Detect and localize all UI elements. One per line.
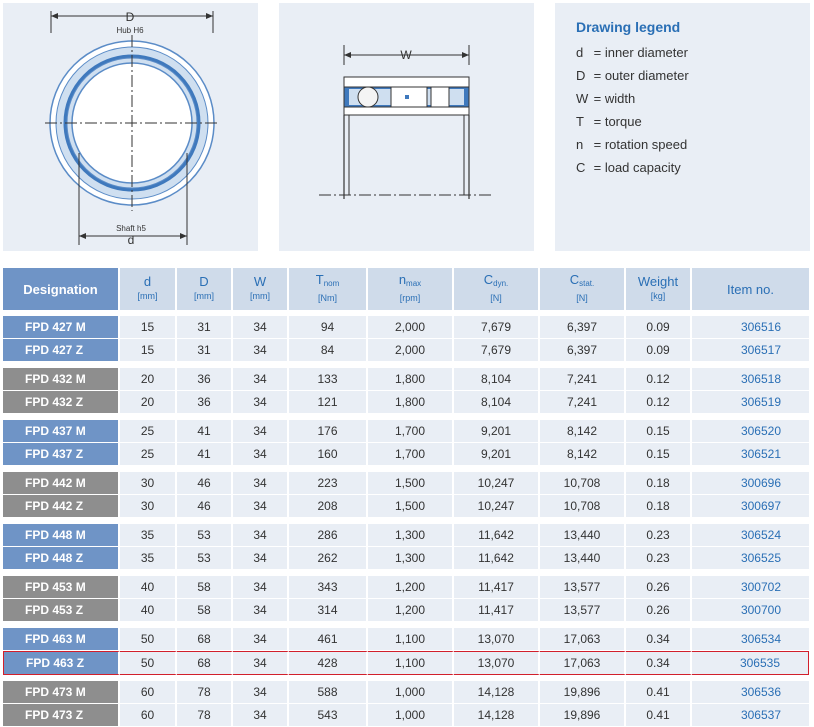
legend-item bbox=[576, 68, 689, 91]
cell-d: 35 bbox=[120, 524, 177, 547]
legend-item bbox=[576, 45, 689, 68]
cell-n: 2,000 bbox=[368, 339, 454, 362]
cell-weight: 0.41 bbox=[626, 704, 692, 727]
header-unit: [rpm] bbox=[399, 293, 421, 303]
designation-cell: FPD 437 Z bbox=[3, 443, 120, 466]
header-unit: [N] bbox=[576, 293, 588, 303]
item-number-link[interactable]: 306536 bbox=[692, 681, 809, 704]
cell-w: 34 bbox=[233, 547, 289, 570]
table-row[interactable] bbox=[3, 368, 809, 391]
item-number-link[interactable]: 300700 bbox=[692, 599, 809, 622]
cell-w: 34 bbox=[233, 524, 289, 547]
cell-cdyn: 11,642 bbox=[454, 547, 540, 570]
cell-d: 60 bbox=[120, 681, 177, 704]
cell-cdyn: 7,679 bbox=[454, 316, 540, 339]
header-sub: dyn. bbox=[493, 279, 509, 288]
cell-weight: 0.09 bbox=[626, 316, 692, 339]
cell-cstat: 8,142 bbox=[540, 443, 626, 466]
cell-cstat: 17,063 bbox=[540, 628, 626, 651]
legend-text: = rotation speed bbox=[593, 137, 688, 152]
legend-text: = inner diameter bbox=[593, 45, 688, 60]
drawing-legend bbox=[555, 3, 810, 251]
cell-weight: 0.26 bbox=[626, 576, 692, 599]
label-hub: Hub H6 bbox=[116, 26, 144, 35]
legend-symbol: C bbox=[576, 160, 586, 175]
cell-d: 68 bbox=[177, 651, 233, 675]
cell-w: 34 bbox=[233, 599, 289, 622]
item-number-link[interactable]: 306525 bbox=[692, 547, 809, 570]
cell-d: 20 bbox=[120, 368, 177, 391]
table-header-row bbox=[3, 268, 809, 316]
item-number-link[interactable]: 306516 bbox=[692, 316, 809, 339]
cell-weight: 0.15 bbox=[626, 443, 692, 466]
designation-cell: FPD 427 Z bbox=[3, 339, 120, 362]
legend-item bbox=[576, 160, 689, 183]
cell-n: 1,300 bbox=[368, 547, 454, 570]
designation-cell: FPD 448 M bbox=[3, 524, 120, 547]
legend-text: = outer diameter bbox=[593, 68, 689, 83]
cell-w: 34 bbox=[233, 576, 289, 599]
table-row[interactable] bbox=[3, 443, 809, 466]
cell-d: 41 bbox=[177, 443, 233, 466]
label-W: W bbox=[400, 48, 412, 62]
cell-t: 121 bbox=[289, 391, 368, 414]
front-view-drawing bbox=[3, 3, 258, 251]
header-unit: [N] bbox=[490, 293, 502, 303]
col-header-item: Item no. bbox=[692, 268, 809, 316]
cell-weight: 0.18 bbox=[626, 495, 692, 518]
cell-w: 34 bbox=[233, 339, 289, 362]
cell-d: 46 bbox=[177, 472, 233, 495]
designation-cell: FPD 432 Z bbox=[3, 391, 120, 414]
cell-t: 286 bbox=[289, 524, 368, 547]
cell-d: 36 bbox=[177, 391, 233, 414]
cell-d: 78 bbox=[177, 681, 233, 704]
cell-d: 40 bbox=[120, 576, 177, 599]
col-header-weight bbox=[626, 268, 692, 316]
table-row[interactable] bbox=[3, 599, 809, 622]
header-label: n bbox=[398, 272, 407, 287]
cell-t: 343 bbox=[289, 576, 368, 599]
cell-weight: 0.09 bbox=[626, 339, 692, 362]
cell-d: 58 bbox=[177, 576, 233, 599]
cell-w: 34 bbox=[233, 704, 289, 727]
cell-n: 1,700 bbox=[368, 443, 454, 466]
table-row-highlighted[interactable] bbox=[3, 651, 809, 675]
cell-d: 53 bbox=[177, 524, 233, 547]
designation-cell: FPD 473 M bbox=[3, 681, 120, 704]
cell-cstat: 13,577 bbox=[540, 576, 626, 599]
header-label: T bbox=[315, 272, 324, 287]
col-header-W bbox=[233, 268, 289, 316]
cell-cstat: 10,708 bbox=[540, 472, 626, 495]
cell-cdyn: 8,104 bbox=[454, 391, 540, 414]
legend-item bbox=[576, 91, 689, 114]
cell-w: 34 bbox=[233, 391, 289, 414]
label-shaft: Shaft h5 bbox=[116, 224, 146, 233]
cell-d: 36 bbox=[177, 368, 233, 391]
item-number-link[interactable]: 306521 bbox=[692, 443, 809, 466]
label-d: d bbox=[127, 233, 135, 247]
cell-cstat: 7,241 bbox=[540, 368, 626, 391]
cell-w: 34 bbox=[233, 316, 289, 339]
item-number-link[interactable]: 306517 bbox=[692, 339, 809, 362]
cell-d: 31 bbox=[177, 316, 233, 339]
cell-cdyn: 13,070 bbox=[454, 628, 540, 651]
cell-d: 31 bbox=[177, 339, 233, 362]
col-header-designation: Designation bbox=[3, 268, 120, 316]
cell-d: 60 bbox=[120, 704, 177, 727]
item-number-link[interactable]: 306519 bbox=[692, 391, 809, 414]
col-header-d bbox=[120, 268, 177, 316]
cell-w: 34 bbox=[233, 368, 289, 391]
header-unit: [mm] bbox=[137, 291, 158, 301]
cell-n: 1,000 bbox=[368, 704, 454, 727]
cell-n: 1,100 bbox=[368, 628, 454, 651]
designation-cell: FPD 442 Z bbox=[3, 495, 120, 518]
side-view-drawing bbox=[279, 3, 534, 251]
cell-w: 34 bbox=[233, 495, 289, 518]
cell-w: 34 bbox=[233, 420, 289, 443]
cell-t: 94 bbox=[289, 316, 368, 339]
cell-t: 428 bbox=[289, 651, 368, 675]
cell-cstat: 17,063 bbox=[540, 651, 626, 675]
designation-cell: FPD 453 Z bbox=[3, 599, 120, 622]
cell-cstat: 13,577 bbox=[540, 599, 626, 622]
table-row[interactable] bbox=[3, 316, 809, 339]
cell-t: 223 bbox=[289, 472, 368, 495]
cell-d: 50 bbox=[120, 628, 177, 651]
table-row[interactable] bbox=[3, 576, 809, 599]
cell-w: 34 bbox=[233, 651, 289, 675]
cell-n: 1,700 bbox=[368, 420, 454, 443]
cell-cdyn: 14,128 bbox=[454, 704, 540, 727]
cell-weight: 0.18 bbox=[626, 472, 692, 495]
cell-d: 50 bbox=[120, 651, 177, 675]
legend-symbol: d bbox=[576, 45, 584, 60]
header-unit: [mm] bbox=[250, 291, 270, 301]
cell-cdyn: 13,070 bbox=[454, 651, 540, 675]
cell-cdyn: 9,201 bbox=[454, 420, 540, 443]
cell-cdyn: 10,247 bbox=[454, 472, 540, 495]
cell-n: 1,200 bbox=[368, 576, 454, 599]
item-number-link[interactable]: 300697 bbox=[692, 495, 809, 518]
bearing-section-view bbox=[279, 3, 534, 251]
designation-cell: FPD 473 Z bbox=[3, 704, 120, 727]
cell-cstat: 13,440 bbox=[540, 524, 626, 547]
cell-t: 461 bbox=[289, 628, 368, 651]
cell-cstat: 19,896 bbox=[540, 681, 626, 704]
cell-cdyn: 9,201 bbox=[454, 443, 540, 466]
cell-w: 34 bbox=[233, 472, 289, 495]
header-sub: nom bbox=[323, 279, 340, 288]
cell-cdyn: 7,679 bbox=[454, 339, 540, 362]
table-row[interactable] bbox=[3, 472, 809, 495]
table-row[interactable] bbox=[3, 420, 809, 443]
header-label: W bbox=[253, 274, 267, 289]
cell-d: 68 bbox=[177, 628, 233, 651]
cell-cstat: 10,708 bbox=[540, 495, 626, 518]
cell-n: 1,100 bbox=[368, 651, 454, 675]
header-unit: [mm] bbox=[194, 291, 214, 301]
cell-weight: 0.34 bbox=[626, 651, 692, 675]
col-header-torque bbox=[289, 268, 368, 316]
item-number-link[interactable]: 300702 bbox=[692, 576, 809, 599]
cell-n: 1,800 bbox=[368, 368, 454, 391]
cell-cstat: 8,142 bbox=[540, 420, 626, 443]
cell-d: 40 bbox=[120, 599, 177, 622]
item-number-link[interactable]: 306534 bbox=[692, 628, 809, 651]
table-row[interactable] bbox=[3, 524, 809, 547]
header-label: C bbox=[569, 272, 580, 287]
cell-n: 1,300 bbox=[368, 524, 454, 547]
designation-cell: FPD 463 Z bbox=[3, 651, 120, 675]
cell-t: 314 bbox=[289, 599, 368, 622]
designation-cell: FPD 442 M bbox=[3, 472, 120, 495]
cell-w: 34 bbox=[233, 628, 289, 651]
cell-weight: 0.23 bbox=[626, 547, 692, 570]
cell-w: 34 bbox=[233, 681, 289, 704]
legend-item bbox=[576, 114, 689, 137]
legend-symbol: W bbox=[576, 91, 589, 106]
cell-d: 25 bbox=[120, 420, 177, 443]
cell-n: 2,000 bbox=[368, 316, 454, 339]
cell-cdyn: 11,417 bbox=[454, 599, 540, 622]
item-number-link[interactable]: 306537 bbox=[692, 704, 809, 727]
cell-t: 160 bbox=[289, 443, 368, 466]
cell-t: 262 bbox=[289, 547, 368, 570]
cell-cdyn: 11,642 bbox=[454, 524, 540, 547]
designation-cell: FPD 463 M bbox=[3, 628, 120, 651]
item-number-link[interactable]: 300696 bbox=[692, 472, 809, 495]
col-header-speed bbox=[368, 268, 454, 316]
designation-cell: FPD 437 M bbox=[3, 420, 120, 443]
cell-weight: 0.12 bbox=[626, 368, 692, 391]
cell-cdyn: 11,417 bbox=[454, 576, 540, 599]
cell-d: 30 bbox=[120, 472, 177, 495]
col-header-D bbox=[177, 268, 233, 316]
cell-t: 588 bbox=[289, 681, 368, 704]
col-header-cdyn bbox=[454, 268, 540, 316]
table-row[interactable] bbox=[3, 681, 809, 704]
cell-d: 20 bbox=[120, 391, 177, 414]
legend-symbol: n bbox=[576, 137, 584, 152]
cell-n: 1,500 bbox=[368, 472, 454, 495]
label-D: D bbox=[125, 10, 135, 24]
cell-t: 208 bbox=[289, 495, 368, 518]
header-sub: stat. bbox=[579, 279, 595, 288]
table-row[interactable] bbox=[3, 495, 809, 518]
cell-t: 176 bbox=[289, 420, 368, 443]
cell-weight: 0.34 bbox=[626, 628, 692, 651]
cell-weight: 0.41 bbox=[626, 681, 692, 704]
cell-d: 25 bbox=[120, 443, 177, 466]
cell-cstat: 7,241 bbox=[540, 391, 626, 414]
legend-symbol: T bbox=[576, 114, 584, 129]
legend-text: = load capacity bbox=[593, 160, 681, 175]
cell-cstat: 19,896 bbox=[540, 704, 626, 727]
table-row[interactable] bbox=[3, 339, 809, 362]
item-number-link[interactable]: 306535 bbox=[692, 651, 809, 675]
table-row[interactable] bbox=[3, 391, 809, 414]
cell-cstat: 6,397 bbox=[540, 316, 626, 339]
legend-symbol: D bbox=[576, 68, 586, 83]
cell-n: 1,000 bbox=[368, 681, 454, 704]
cell-cstat: 13,440 bbox=[540, 547, 626, 570]
header-label: C bbox=[483, 272, 494, 287]
cell-t: 84 bbox=[289, 339, 368, 362]
cell-t: 543 bbox=[289, 704, 368, 727]
table-body bbox=[3, 316, 809, 727]
cell-n: 1,200 bbox=[368, 599, 454, 622]
cell-cdyn: 8,104 bbox=[454, 368, 540, 391]
cell-d: 41 bbox=[177, 420, 233, 443]
cell-w: 34 bbox=[233, 443, 289, 466]
cell-weight: 0.15 bbox=[626, 420, 692, 443]
cell-n: 1,500 bbox=[368, 495, 454, 518]
designation-cell: FPD 448 Z bbox=[3, 547, 120, 570]
table-row[interactable] bbox=[3, 628, 809, 651]
cell-weight: 0.12 bbox=[626, 391, 692, 414]
bearing-front-view bbox=[3, 3, 258, 251]
designation-cell: FPD 453 M bbox=[3, 576, 120, 599]
header-label: D bbox=[199, 274, 209, 289]
cell-weight: 0.26 bbox=[626, 599, 692, 622]
legend-item bbox=[576, 137, 689, 160]
cell-d: 15 bbox=[120, 339, 177, 362]
cell-d: 15 bbox=[120, 316, 177, 339]
item-number-link[interactable]: 306518 bbox=[692, 368, 809, 391]
item-number-link[interactable]: 306524 bbox=[692, 524, 809, 547]
cell-d: 46 bbox=[177, 495, 233, 518]
cell-d: 35 bbox=[120, 547, 177, 570]
col-header-cstat bbox=[540, 268, 626, 316]
item-number-link[interactable]: 306520 bbox=[692, 420, 809, 443]
cell-d: 58 bbox=[177, 599, 233, 622]
header-label: d bbox=[143, 274, 152, 289]
cell-cstat: 6,397 bbox=[540, 339, 626, 362]
header-label: Weight bbox=[637, 274, 679, 289]
specification-table bbox=[3, 268, 809, 727]
table-row[interactable] bbox=[3, 547, 809, 570]
cell-n: 1,800 bbox=[368, 391, 454, 414]
cell-t: 133 bbox=[289, 368, 368, 391]
cell-cdyn: 10,247 bbox=[454, 495, 540, 518]
header-unit: [kg] bbox=[650, 291, 666, 301]
legend-title: Drawing legend bbox=[576, 19, 681, 35]
cell-d: 30 bbox=[120, 495, 177, 518]
designation-cell: FPD 432 M bbox=[3, 368, 120, 391]
designation-cell: FPD 427 M bbox=[3, 316, 120, 339]
legend-text: = width bbox=[593, 91, 636, 106]
cell-d: 78 bbox=[177, 704, 233, 727]
legend-list bbox=[576, 45, 689, 183]
header-unit: [Nm] bbox=[318, 293, 337, 303]
cell-d: 53 bbox=[177, 547, 233, 570]
header-sub: max bbox=[406, 279, 422, 288]
cell-weight: 0.23 bbox=[626, 524, 692, 547]
cell-cdyn: 14,128 bbox=[454, 681, 540, 704]
legend-text: = torque bbox=[593, 114, 642, 129]
